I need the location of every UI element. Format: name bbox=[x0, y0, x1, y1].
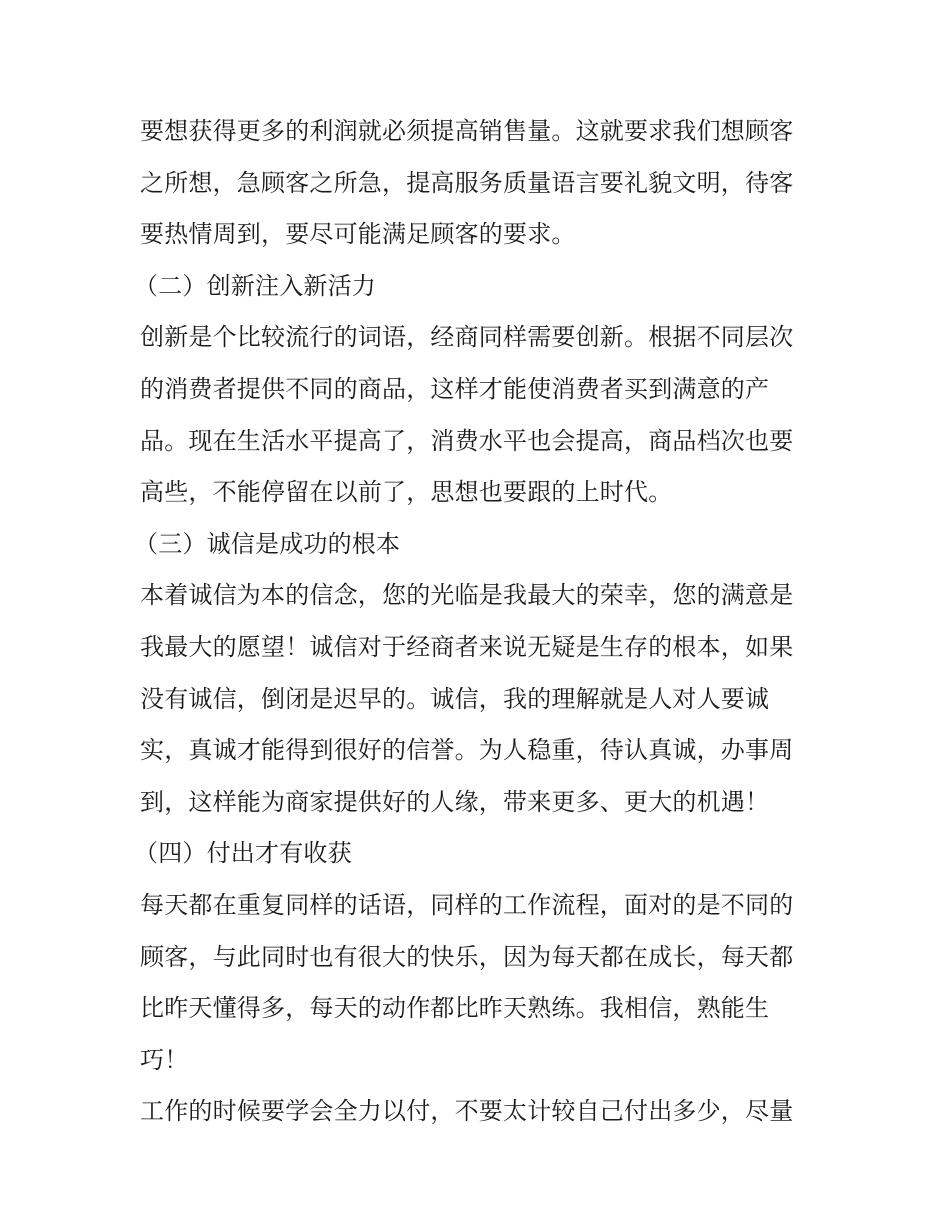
text-line: 高些，不能停留在以前了，思想也要跟的上时代。 bbox=[140, 478, 673, 507]
document-body bbox=[134, 106, 815, 1138]
text-line: 每天都在重复同样的话语，同样的工作流程，面对的是不同的 bbox=[140, 890, 794, 919]
text-line: 的消费者提供不同的商品，这样才能使消费者买到满意的产 bbox=[140, 374, 770, 403]
text-line: 本着诚信为本的信念，您的光临是我最大的荣幸，您的满意是 bbox=[140, 581, 794, 610]
text-line: 比昨天懂得多，每天的动作都比昨天熟练。我相信，熟能生 bbox=[140, 994, 770, 1023]
text-line: 工作的时候要学会全力以付，不要太计较自己付出多少，尽量 bbox=[140, 1097, 794, 1126]
text-line: 之所想，急顾客之所急，提高服务质量语言要礼貌文明，待客 bbox=[140, 168, 794, 197]
section-heading: （三）诚信是成功的根本 bbox=[134, 529, 401, 558]
text-line: 品。现在生活水平提高了，消费水平也会提高，商品档次也要 bbox=[140, 426, 794, 455]
text-line: 巧！ bbox=[140, 1045, 189, 1074]
text-line: 顾客，与此同时也有很大的快乐，因为每天都在成长，每天都 bbox=[140, 942, 794, 971]
text-line: 要想获得更多的利润就必须提高销售量。这就要求我们想顾客 bbox=[140, 117, 794, 145]
text-line: 实，真诚才能得到很好的信誉。为人稳重，待认真诚，办事周 bbox=[140, 736, 794, 765]
text-line: 创新是个比较流行的词语，经商同样需要创新。根据不同层次 bbox=[140, 323, 794, 352]
text-line: 要热情周到，要尽可能满足顾客的要求。 bbox=[140, 220, 576, 249]
section-heading: （二）创新注入新活力 bbox=[134, 271, 376, 300]
text-line: 没有诚信，倒闭是迟早的。诚信，我的理解就是人对人要诚 bbox=[140, 684, 770, 713]
section-heading: （四）付出才有收获 bbox=[134, 839, 352, 868]
text-line: 我最大的愿望！诚信对于经商者来说无疑是生存的根本，如果 bbox=[140, 632, 794, 661]
text-line: 到，这样能为商家提供好的人缘，带来更多、更大的机遇！ bbox=[140, 787, 770, 816]
